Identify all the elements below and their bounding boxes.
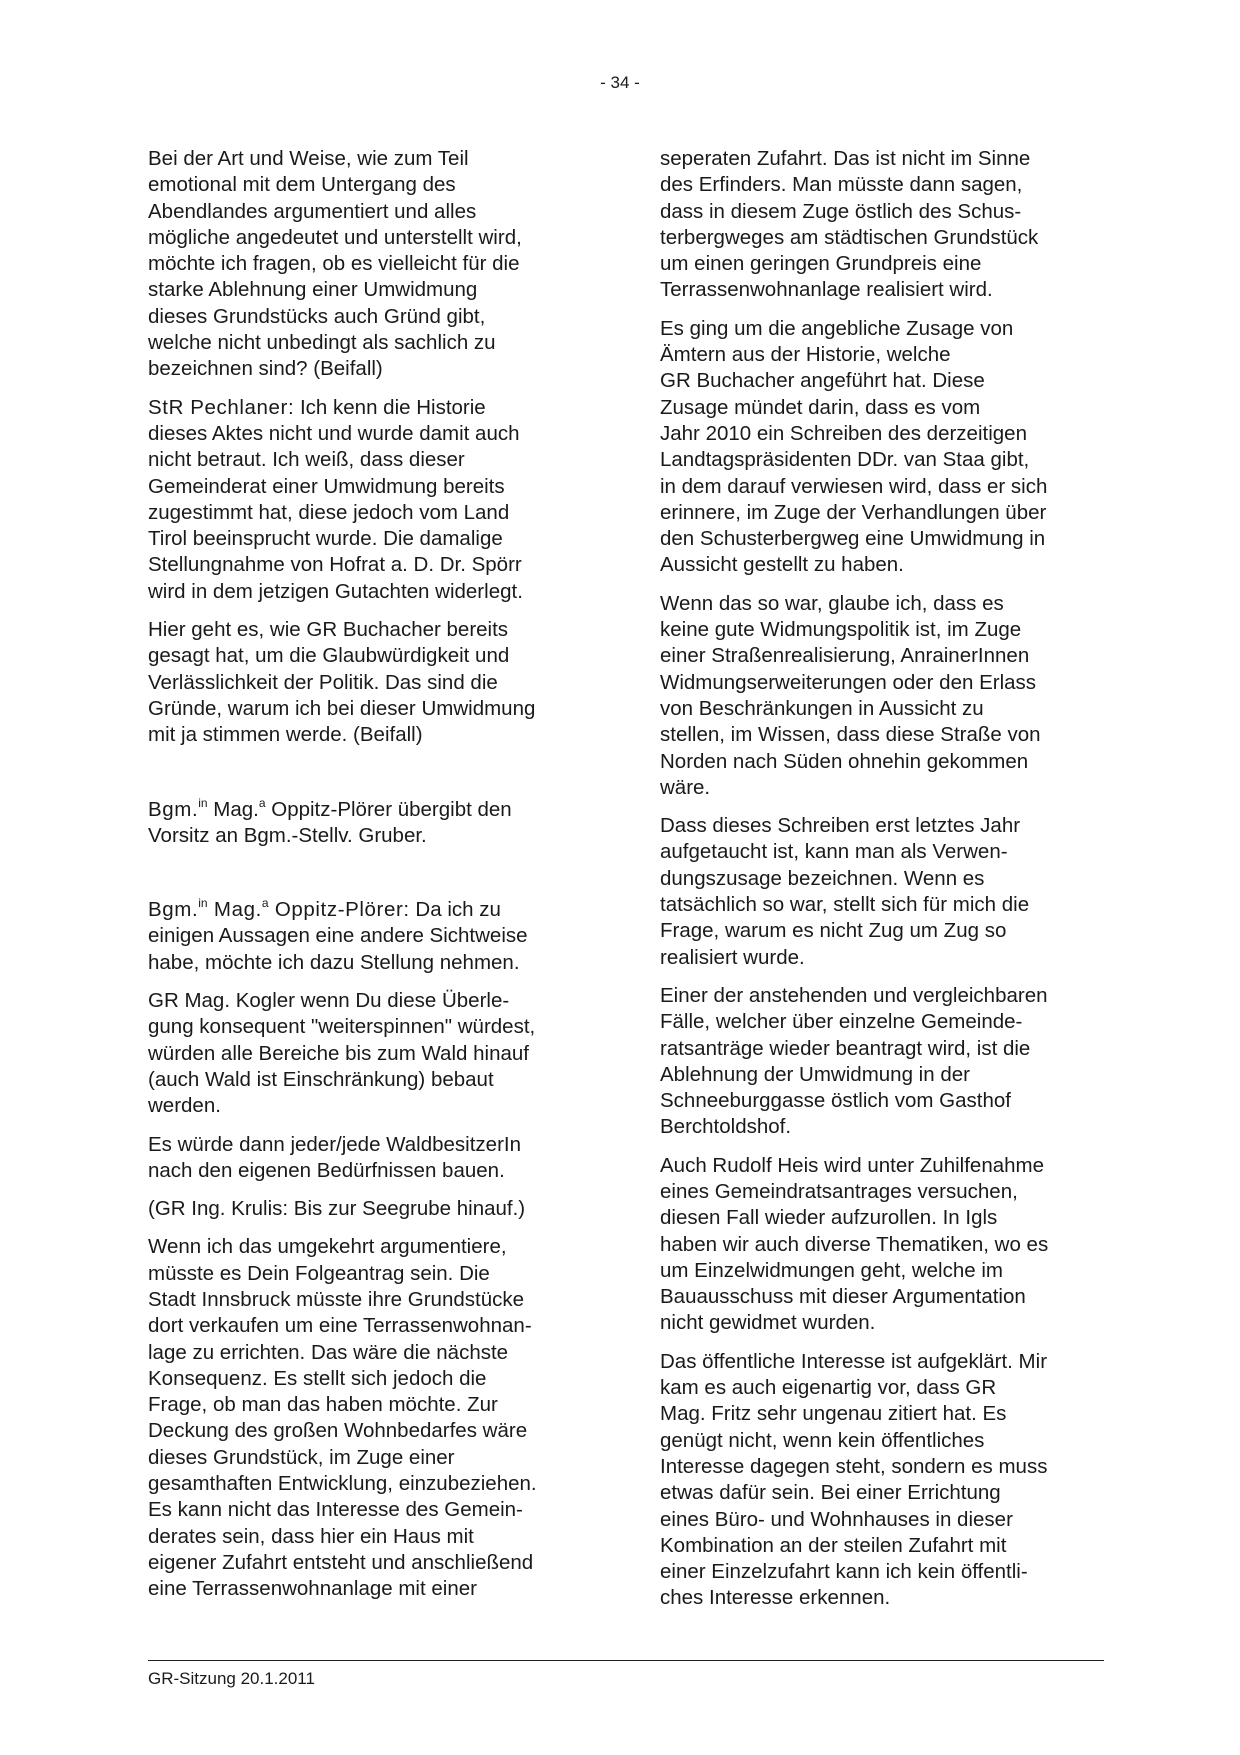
paragraph: Bei der Art und Weise, wie zum Teil emotional mit dem Untergang des Abendlandes argumentiert und alles mögliche angedeutet und unterstellt wird, möchte ich fragen, ob es vielleicht für die starke Ablehnung einer Umwidmung dieses Grundstücks auch Gründ gibt, welche nicht unbedingt als sachlich zu bezeichnen sind? (Beifall) — [148, 147, 522, 381]
footer-divider — [148, 1660, 1104, 1661]
paragraph: Auch Rudolf Heis wird unter Zuhilfenahme eines Gemeindratsantrages versuchen, diesen Fall wieder aufzurollen. In Igls haben wir auch diverse Thematiken, wo es um Einzelwidmungen geht, welche im Bauausschuss mit dieser Argumentation nicht gewidmet wurden. — [660, 1153, 1049, 1335]
paragraph: Wenn ich das umgekehrt argumentiere, müsste es Dein Folgeantrag sein. Die Stadt Innsbruck müsste ihre Grundstücke dort verkaufen um eine Terrassenwohnan- lage zu errichten. Das wäre die nächste Konsequenz. Es stellt sich jedoch die Frage, ob man das haben möchte. Zur Deckung des großen Wohnbedarfes wäre dieses Grundstück, im Zuge einer gesamthaften Entwicklung, einzubeziehen. Es kann nicht das Interesse des Gemein- derates sein, dass hier ein Haus mit eigener Zufahrt entsteht und anschließend eine Terrassenwohnanlage mit einer — [148, 1235, 537, 1601]
right-column — [660, 146, 1100, 1624]
paragraph: Das öffentliche Interesse ist aufgeklärt. Mir kam es auch eigenartig vor, dass GR Mag. Fritz sehr ungenau zitiert hat. Es genügt nicht, wenn kein öffentliches Interesse dagegen steht, sondern es muss etwas dafür sein. Bei einer Errichtung eines Büro- und Wohnhauses in dieser Kombination an der steilen Zufahrt mit einer Einzelzufahrt kann ich kein öffentli- ches Interesse erkennen. — [660, 1349, 1048, 1610]
paragraph: Einer der anstehenden und vergleichbaren Fälle, welcher über einzelne Gemeinde- ratsanträge wieder beantragt wird, ist die Ablehnung der Umwidmung in der Schneeburggasse östlich vom Gasthof Berchtoldshof. — [660, 983, 1048, 1139]
paragraph: Hier geht es, wie GR Buchacher bereits gesagt hat, um die Glaubwürdigkeit und Verlässlichkeit der Politik. Das sind die Gründe, warum ich bei dieser Umwidmung mit ja stimmen werde. (Beifall) — [148, 618, 536, 747]
paragraph: seperaten Zufahrt. Das ist nicht im Sinne des Erfinders. Man müsste dann sagen, dass in diesem Zuge östlich des Schus- terbergweges am städtischen Grundstück um einen geringen Grundpreis eine Terrassenwohnanlage realisiert wird. — [660, 147, 1039, 302]
paragraph: Dass dieses Schreiben erst letztes Jahr aufgetaucht ist, kann man als Verwen- dungszusage bezeichnen. Wenn es tatsächlich so war, stellt sich für mich die Frage, warum es nicht Zug um Zug so realisiert wurde. — [660, 814, 1030, 969]
paragraph-text: Oppitz-Plörer übergibt den Vorsitz an Bgm.-Stellv. Gruber. — [148, 797, 512, 847]
left-column — [148, 146, 588, 1615]
paragraph-pechlaner — [148, 395, 588, 605]
title-bgm: Bgm. — [148, 797, 199, 821]
paragraph: GR Mag. Kogler wenn Du diese Überle- gung konsequent "weiterspinnen" würdest, würden alle Bereiche bis zum Wald hinauf (auch Wald ist Einschränkung) bebaut werden. — [148, 989, 536, 1118]
paragraph-chair-handover — [148, 797, 588, 850]
page-number: - 34 - — [600, 73, 640, 92]
footer-text: GR-Sitzung 20.1.2011 — [148, 1669, 315, 1688]
title-mag: Mag. — [207, 898, 262, 922]
speaker-name: StR Pechlaner: — [148, 395, 295, 419]
superscript: in — [198, 896, 208, 911]
superscript: a — [261, 896, 269, 911]
paragraph: Es ging um die angebliche Zusage von Ämtern aus der Historie, welche GR Buchacher angeführt hat. Diese Zusage mündet darin, dass es vom Jahr 2010 ein Schreiben des derzeitigen Landtagspräsidenten DDr. van Staa gibt, in dem darauf verwiesen wird, dass er sich erinnere, im Zuge der Verhandlungen über den Schusterbergweg eine Umwidmung in Aussicht gestellt zu haben. — [660, 316, 1048, 577]
paragraph-interjection: (GR Ing. Krulis: Bis zur Seegrube hinauf.) — [148, 1197, 526, 1221]
paragraph-text: Da ich zu einigen Aussagen eine andere Sichtweise habe, möchte ich dazu Stellung nehmen. — [148, 898, 528, 974]
paragraph-text: Ich kenn die Historie dieses Aktes nicht und wurde damit auch nicht betraut. Ich weiß, dass dieser Gemeinderat einer Umwidmung bereits zugestimmt hat, diese jedoch vom Land Tirol beeinsprucht wurde. Die damalige Stellungnahme von Hofrat a. D. Dr. Spörr wird in dem jetzigen Gutachten widerlegt. — [148, 395, 523, 603]
paragraph: Es würde dann jeder/jede WaldbesitzerIn nach den eigenen Bedürfnissen bauen. — [148, 1132, 522, 1182]
title-mag: Mag. — [207, 797, 259, 821]
superscript: in — [198, 795, 208, 810]
superscript: a — [258, 795, 266, 810]
paragraph-oppitz — [148, 897, 588, 976]
title-bgm: Bgm. — [148, 898, 199, 922]
paragraph: Wenn das so war, glaube ich, dass es keine gute Widmungspolitik ist, im Zuge einer Straßenrealisierung, AnrainerInnen Widmungserweiterungen oder den Erlass von Beschränkungen in Aussicht zu stellen, im Wissen, dass diese Straße von Norden nach Süden ohnehin gekommen wäre. — [660, 591, 1041, 799]
speaker-name: Oppitz-Plörer: — [268, 898, 410, 922]
